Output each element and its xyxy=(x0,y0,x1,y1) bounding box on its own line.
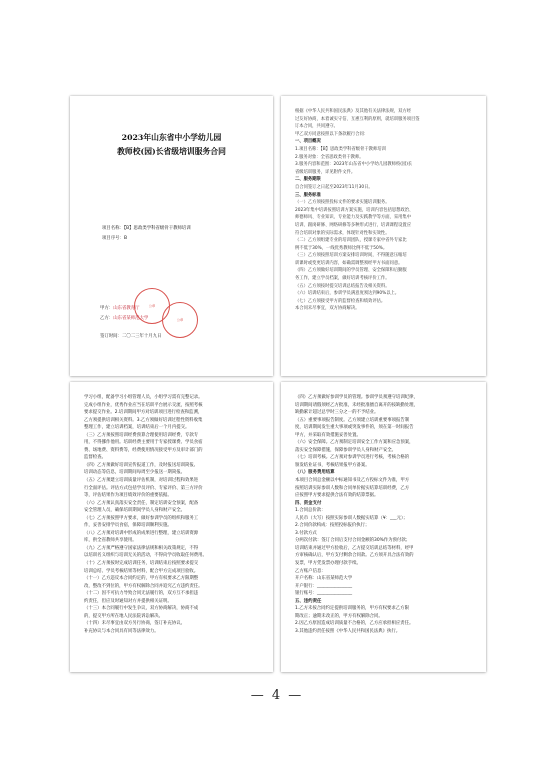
text-line: 3.其他违约责任按照《中华人民共和国民法典》执行。 xyxy=(295,628,401,634)
text-line: （七）培训考核。乙方须对参训学员进行考核，考核合格的 xyxy=(295,455,410,461)
text-line: 师德师风、专业知识、专业能力及实践教学等方面，采用集中 xyxy=(295,215,412,221)
text-line: （五）乙方须按时提交培训总结报告及相关资料。 xyxy=(295,283,390,289)
contract-page-3 xyxy=(70,382,273,672)
text-line: 二、服务期限 xyxy=(295,177,321,183)
text-line: 学习小组，配备学习小组管理人员，小组学习需有完整记录。 xyxy=(84,395,203,400)
text-line: （五）重要事项报告制度。乙方须建立培训重要事项报告制 xyxy=(295,417,410,423)
text-line: 2.服务对象：全省思政类骨干教师。 xyxy=(295,154,364,160)
text-line: 2023年集中培训按照培训方案实施，培训内容包括思想政治、 xyxy=(295,207,414,213)
text-line: 1.合同总价款： xyxy=(295,508,326,514)
text-line: （八）乙方须对培训中形成的成果进行整理，建立培训资源 xyxy=(84,530,199,536)
party-a-signature xyxy=(100,305,140,311)
text-line: 要求提交作业。2.培训期间甲方对培训项目进行检查和监测， xyxy=(84,410,203,416)
text-line: （一）乙方须按照投标文件的要求实施培训服务。 xyxy=(295,200,390,206)
text-line: 缺勤累计超过总学时三分之一的不予结业。 xyxy=(295,410,379,416)
text-line: 整理工作，建立培训档案，培训结束后一个月内提交。 xyxy=(84,425,190,431)
text-line: 等，评估结果作为项目绩效评价的重要依据。 xyxy=(84,493,172,499)
text-line: 颁发结业证书，考核结果报甲方备案。 xyxy=(295,462,370,468)
party-b-signature xyxy=(100,315,148,321)
page-4-body xyxy=(295,394,474,636)
text-line: 应按照甲方要求提供合法有效的结算票据。 xyxy=(295,493,379,499)
text-line: 作，妥善安排学员食宿，保障培训顺利实施。 xyxy=(84,523,172,529)
text-line: 培训动态等信息，培训期间每周至少报送一期简报。 xyxy=(84,470,185,476)
text-line: （三）乙方须按照培训经费预算合理使用培训经费，专款专 xyxy=(84,432,199,438)
text-line: （三）乙方须按照培训方案安排培训时间，不得随意压缩培 xyxy=(295,253,407,259)
text-line: 1.乙方未按合同约定提供培训服务的，甲方有权要求乙方限 xyxy=(295,606,409,612)
party-b-seal: 公章 xyxy=(162,302,198,338)
text-line: 用，不得挪作他用。培训经费主要用于专家授课费、学员食宿 xyxy=(84,440,203,446)
text-line: 1.项目名称：【B】思政类学科省级骨干教师培训 xyxy=(295,146,386,152)
text-line: 按照培训实际参训人数和合同单价据实结算培训经费，乙方 xyxy=(295,485,410,491)
page-2-body xyxy=(295,108,474,313)
text-line: 约责任，但应及时通知对方并提供相关证明。 xyxy=(84,598,172,604)
text-line: 期改正；逾期未改正的，甲方有权解除合同。 xyxy=(295,613,383,619)
sign-date: 签订时间：二〇二三年十月九日 xyxy=(100,334,162,339)
party-a-value: 山东省教育厅 xyxy=(113,306,140,311)
text-line: （四）乙方须做好参训学员的管理。参训学员须遵守培训纪律， xyxy=(295,395,418,400)
text-line: 3.服务内容和范围：2023年山东省中小学幼儿园教师校(园)长 xyxy=(295,162,413,168)
contract-page-4 xyxy=(281,382,486,672)
text-line: 开户银行：________________ xyxy=(295,583,353,589)
text-line: （八）服务费用结算 xyxy=(295,470,335,476)
text-line: 发票，甲方凭发票办理付款手续。 xyxy=(295,561,361,567)
text-line: 监督检查。 xyxy=(84,455,106,461)
contract-page-2 xyxy=(281,96,486,376)
project-number-label: 项目序号： xyxy=(102,236,124,241)
text-line: （二）乙方须组建专业的培训团队，授课专家中省外专家比 xyxy=(295,238,407,244)
text-line: 3.付款方式 xyxy=(295,530,317,536)
project-name-value: 【B】思政类学科省级骨干教师培训 xyxy=(123,226,191,231)
page-number: — 4 — xyxy=(250,688,304,703)
text-line: 培训期间请假须经乙方批准，未经批准擅自离开的按缺勤处理， xyxy=(295,402,418,408)
party-a-seal: 公章 xyxy=(134,288,170,324)
text-line: 安全管理人员，确保培训期间学员人身和财产安全。 xyxy=(84,508,185,514)
text-line: 人民币（大写）按照实际参训人数据实结算（¥：___元）； xyxy=(295,515,408,521)
text-line: 培训结束并通过甲方验收后，乙方提交培训总结等材料，经甲 xyxy=(295,545,414,551)
text-line: 以培训名义组织与培训无关的活动，不得向学员收取任何费用。 xyxy=(84,553,207,559)
text-line: 甲乙双方同意按照以下条款履行合同： xyxy=(295,131,369,137)
text-line: （十一）乙方违反本合同约定的，甲方有权要求乙方限期整 xyxy=(84,576,199,582)
text-line: （七）乙方须按照甲方要求，做好参训学员的组织和服务工 xyxy=(84,515,199,521)
text-line: 一、项目概况 xyxy=(295,139,321,145)
text-line: 培训总结、学员考核结果等材料，配合甲方完成项目验收。 xyxy=(84,568,199,574)
text-line: 甲方，并采取有效措施妥善处置。 xyxy=(295,432,361,438)
text-line: 三、服务标准 xyxy=(295,192,321,198)
text-line: 分两次付款：签订合同后支付合同金额的30%作为预付款； xyxy=(295,538,411,544)
text-line: 银行账号：________________ xyxy=(295,591,353,597)
text-line: 方审核确认后，甲方支付剩余合同款。乙方须开具合法有效的 xyxy=(295,553,414,559)
text-line: （四）乙方须做好培训宣传报道工作，及时报送培训简报、 xyxy=(84,462,199,468)
text-line: （九）乙方须严格遵守国家法律法规和相关政策规定，不得 xyxy=(84,545,199,551)
text-line: 库，供全省教师共享使用。 xyxy=(84,538,137,544)
text-line: （七）乙方须接受甲方的监督检查和绩效评估。 xyxy=(295,298,386,304)
text-line: 度，培训期间发生重大事项或突发事件的，须在第一时间报告 xyxy=(295,425,414,431)
text-line: （十四）未尽事宜由双方另行协商，签订补充协议。 xyxy=(84,621,185,627)
text-line: 自合同签订之日起至2023年11月30日。 xyxy=(295,184,373,190)
text-line: （六）乙方须认真落实安全责任，制定培训安全预案，配备 xyxy=(84,500,199,506)
text-line: 例不低于30%，一线优秀教师比例不低于50%。 xyxy=(295,245,388,251)
text-line: 本项目合同总金额以中标通知书及乙方投标文件为准，甲方 xyxy=(295,478,410,484)
text-line: 训课时或变更培训内容，如确需调整须经甲方书面同意。 xyxy=(295,260,403,266)
text-line: 的，提交甲方所在地人民法院诉讼解决。 xyxy=(84,613,164,619)
text-line: 完成小组作业，优秀作业应当在培训平台展示交流，按照考核 xyxy=(84,402,203,408)
project-number-value: B xyxy=(123,236,127,241)
text-line: 落实安全保障措施，保障参训学员人身和财产安全。 xyxy=(295,447,396,453)
text-line: 过友好协商，本着诚实守信、互惠互利的原则，就培训服务项目签 xyxy=(295,116,420,122)
text-line: 2.合同价款构成：按照投标报价执行； xyxy=(295,523,370,529)
project-number-field xyxy=(102,235,127,241)
text-line: 培训、跟岗研修、网络研修等多种形式进行，培训课程设置应 xyxy=(295,222,412,228)
text-line: （四）乙方须做好培训期间的学员管理、安全保障和后勤服 xyxy=(295,268,407,274)
text-line: 乙方账户信息： xyxy=(295,568,326,574)
text-line: 补充协议与本合同具有同等法律效力。 xyxy=(84,628,159,634)
text-line: 务工作，建立学员档案，做好培训考核评价工作。 xyxy=(295,276,390,282)
text-line: 根据《中华人民共和国民法典》及其他有关法律法规，双方经 xyxy=(295,109,412,114)
project-name-field xyxy=(102,225,191,231)
cover-title-line-2: 教师校(园)长省级培训服务合同 xyxy=(117,147,226,156)
text-line: 四、资金支付 xyxy=(295,500,322,506)
text-line: 省级培训服务，详见附件文件。 xyxy=(295,169,356,175)
party-b-value: 山东省某师范大学 xyxy=(113,316,149,321)
cover-title-line-1: 2023年山东省中小学幼儿园 xyxy=(121,133,222,142)
text-line: 乙方须提供培训相关资料。3.乙方须做好培训过程性资料收集 xyxy=(84,417,203,423)
page-3-body xyxy=(84,394,261,636)
text-line: （十三）本合同履行中发生争议，双方协商解决，协商不成 xyxy=(84,606,199,612)
text-line: （六）培训结束后，参训学员满意度须达到90%以上。 xyxy=(295,291,400,297)
text-line: 费、场地费、资料费等，经费使用情况接受甲方及审计部门的 xyxy=(84,447,203,453)
text-line: 改，整改不到位的，甲方有权解除合同并追究乙方违约责任。 xyxy=(84,583,203,589)
party-b-label: 乙方： xyxy=(100,316,114,321)
party-a-label: 甲方： xyxy=(100,306,114,311)
text-line: 开户名称：山东省某师范大学 xyxy=(295,576,353,582)
text-line: 符合培训对象的实际需求，体现针对性和实效性。 xyxy=(295,230,390,236)
text-line: （五）乙方须建立培训质量评估机制，对培训过程和效果进 xyxy=(84,478,199,484)
cover-title xyxy=(78,131,265,159)
text-line: （十）乙方须按时完成培训任务，培训结束后按照要求提交 xyxy=(84,561,199,567)
text-line: 五、违约责任 xyxy=(295,598,322,604)
project-name-label: 项目名称： xyxy=(102,226,124,231)
text-line: （六）安全保障。乙方须制定培训安全工作方案和应急预案， xyxy=(295,440,414,446)
text-line: 2.因乙方原因造成培训质量不合格的，乙方应承担相应责任。 xyxy=(295,621,414,627)
contract-cover-page xyxy=(70,96,273,376)
text-line: （十二）因不可抗力导致合同无法履行的，双方互不承担违 xyxy=(84,591,199,597)
text-line: 本合同未尽事宜，双方协商解决。 xyxy=(295,306,360,312)
text-line: 订本合同，共同遵守。 xyxy=(295,124,338,130)
text-line: 行全面评估。评估方式包括学员评价、专家评价、第三方评价 xyxy=(84,485,203,491)
